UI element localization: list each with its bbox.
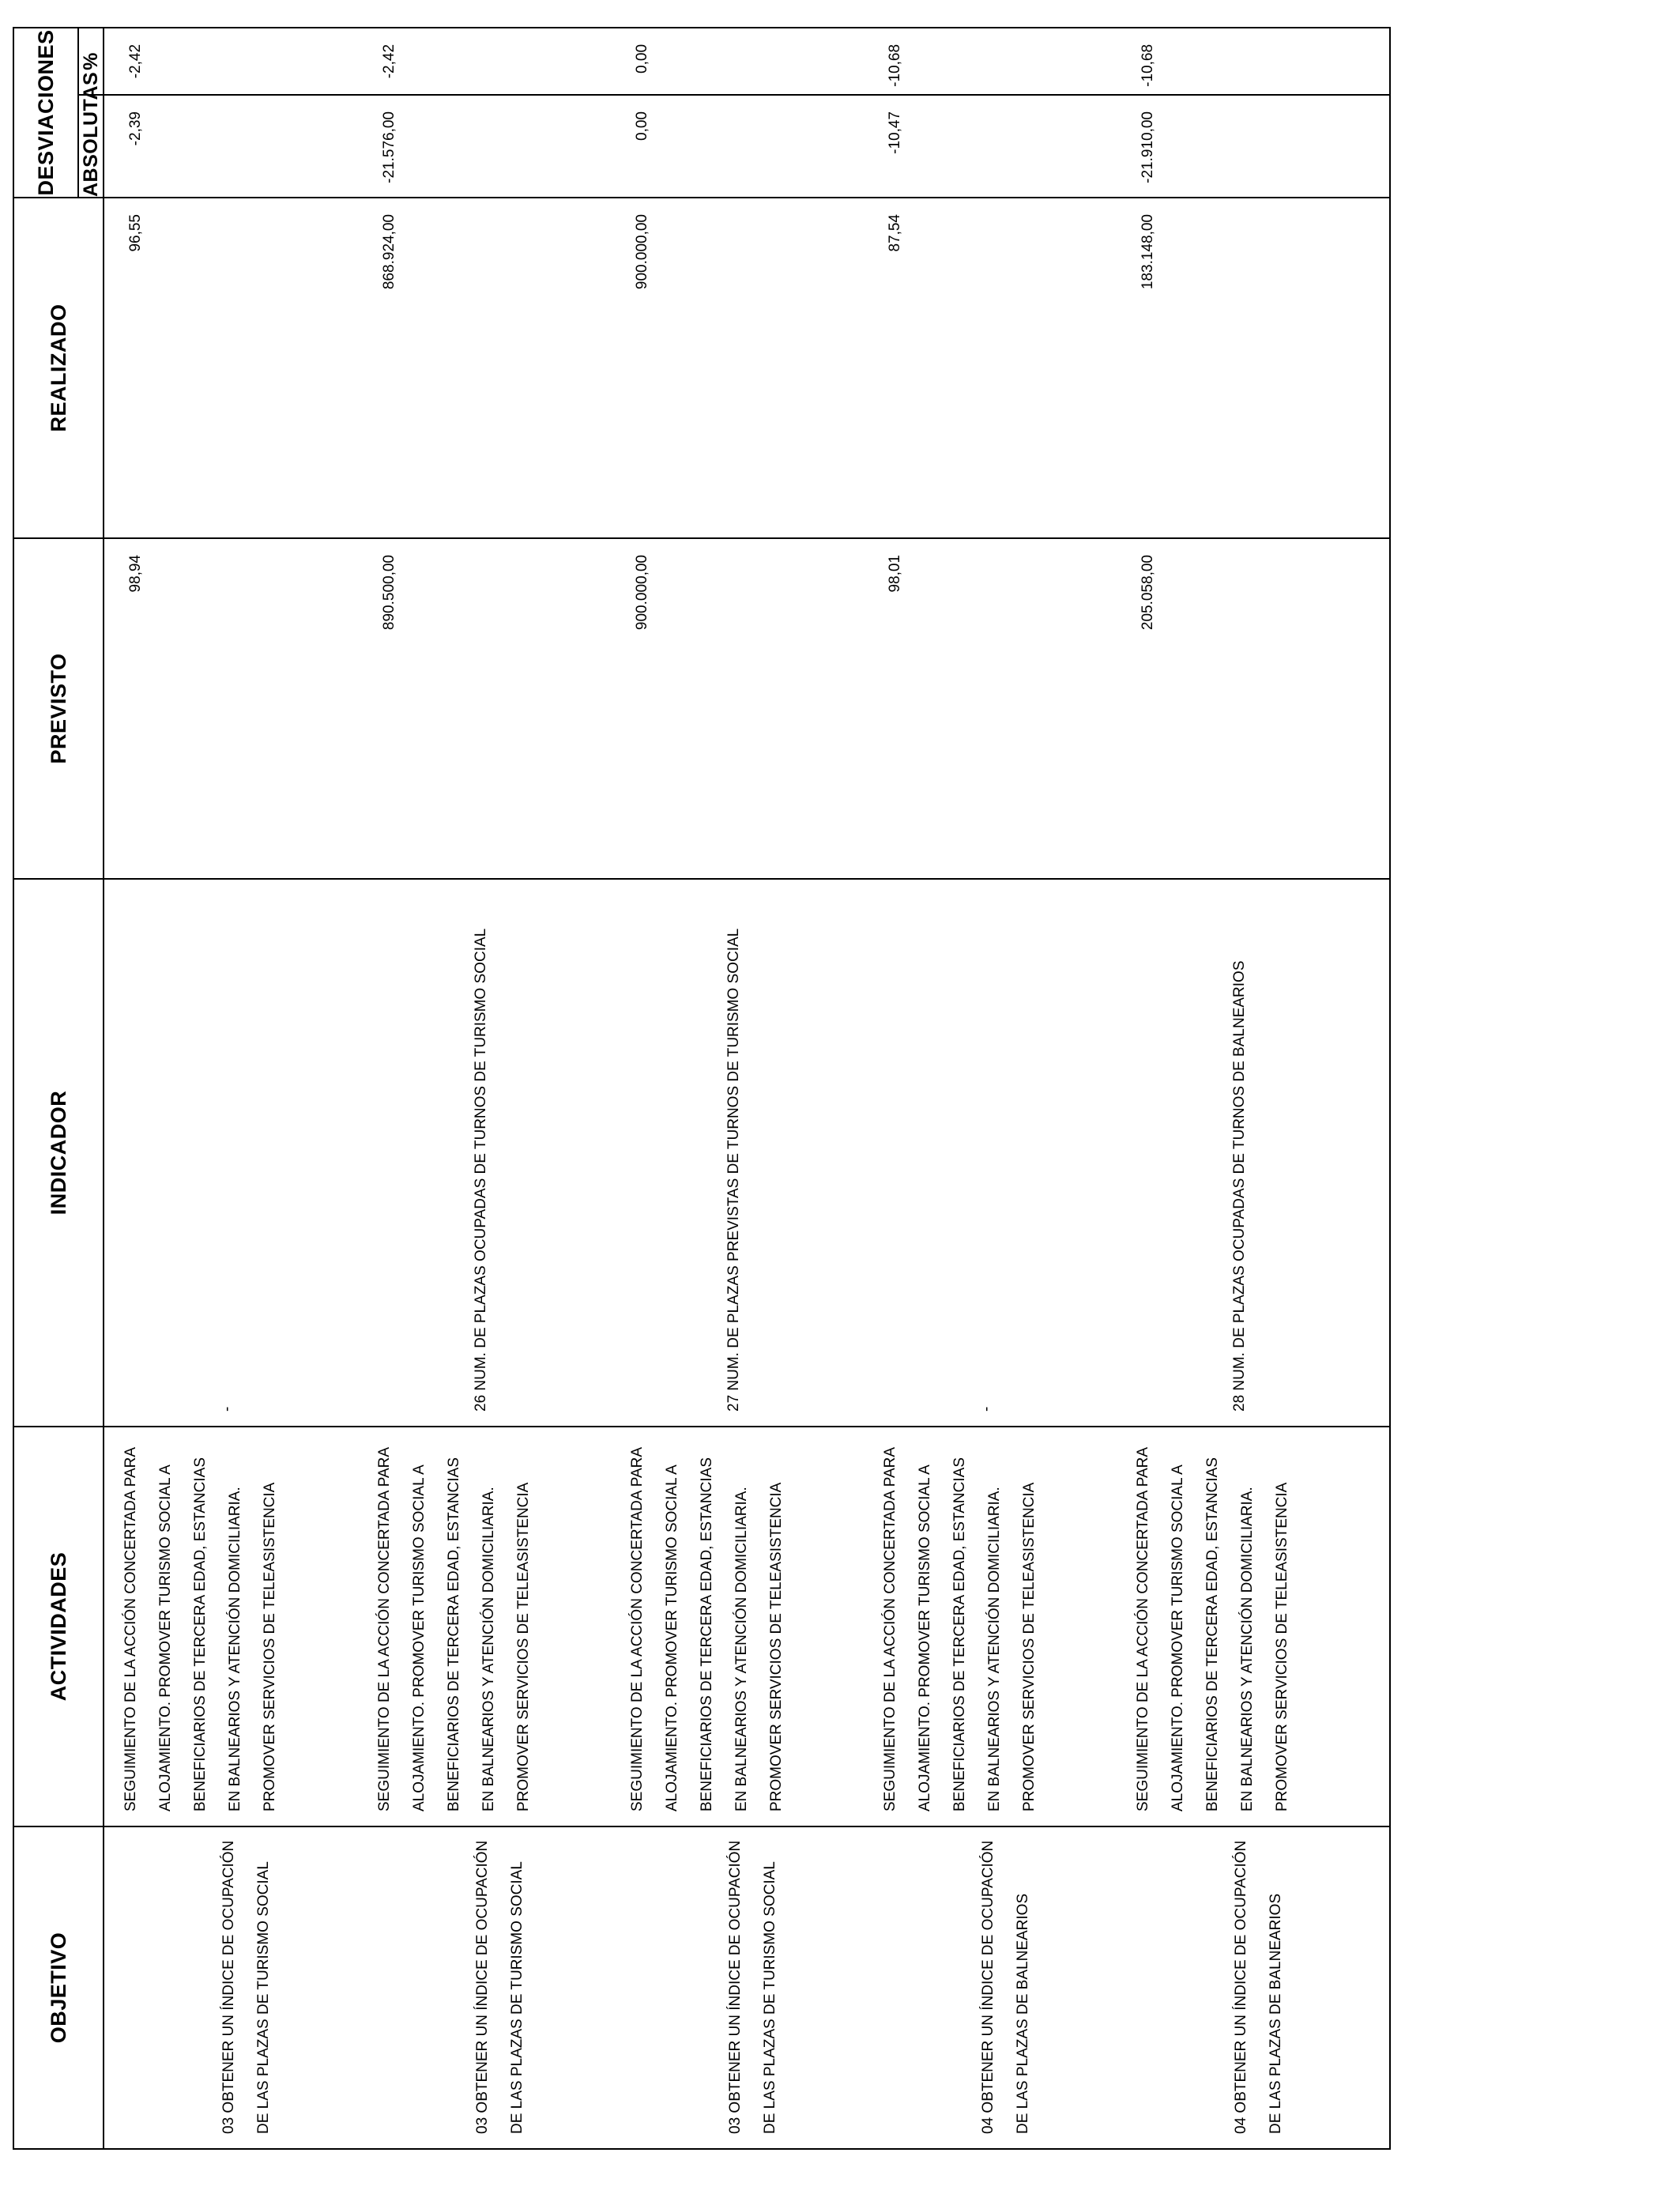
cell-absolutas: 0,00 (611, 95, 864, 198)
header-indicador: INDICADOR (13, 879, 104, 1427)
cell-porcentaje: -2,42 (104, 28, 358, 95)
cell-previsto: 205.058,00 (1117, 538, 1390, 879)
cell-porcentaje: 0,00 (611, 28, 864, 95)
cell-actividades: SEGUIMIENTO DE LA ACCIÓN CONCERTADA PARA ALOJAMIENTO. PROMOVER TURISMO SOCIAL A BENEFICIARIOS DE TERCERA EDAD, ESTANCIAS EN BALNEARIOS Y ATENCIÓN DOMICILIARIA. PROMOVER SERVICIOS DE TELEASISTENCIA (1117, 1427, 1390, 1826)
header-absolutas: ABSOLUTAS (78, 95, 104, 198)
cell-previsto: 890.500,00 (358, 538, 611, 879)
header-previsto: PREVISTO (13, 538, 104, 879)
cell-objetivo: 03 OBTENER UN ÍNDICE DE OCUPACIÓN DE LAS PLAZAS DE TURISMO SOCIAL (611, 1826, 864, 2149)
header-objetivo: OBJETIVO (13, 1826, 104, 2149)
table-row (358, 28, 611, 2149)
cell-realizado: 183.148,00 (1117, 198, 1390, 538)
cell-absolutas: -21.576,00 (358, 95, 611, 198)
cell-porcentaje: -10,68 (864, 28, 1117, 95)
cell-absolutas: -21.910,00 (1117, 95, 1390, 198)
cell-realizado: 868.924,00 (358, 198, 611, 538)
indicators-table (13, 27, 1391, 2150)
cell-objetivo: 04 OBTENER UN ÍNDICE DE OCUPACIÓN DE LAS PLAZAS DE BALNEARIOS (864, 1826, 1117, 2149)
cell-previsto: 900.000,00 (611, 538, 864, 879)
cell-previsto: 98,01 (864, 538, 1117, 879)
cell-absolutas: -2,39 (104, 95, 358, 198)
table-row (864, 28, 1117, 2149)
cell-actividades: SEGUIMIENTO DE LA ACCIÓN CONCERTADA PARA ALOJAMIENTO. PROMOVER TURISMO SOCIAL A BENEFICIARIOS DE TERCERA EDAD, ESTANCIAS EN BALNEARIOS Y ATENCIÓN DOMICILIARIA. PROMOVER SERVICIOS DE TELEASISTENCIA (104, 1427, 358, 1826)
header-actividades: ACTIVIDADES (13, 1427, 104, 1826)
cell-indicador: 26 NUM. DE PLAZAS OCUPADAS DE TURNOS DE TURISMO SOCIAL (358, 879, 611, 1427)
header-porcentaje: % (78, 28, 104, 95)
cell-porcentaje: -2,42 (358, 28, 611, 95)
cell-actividades: SEGUIMIENTO DE LA ACCIÓN CONCERTADA PARA ALOJAMIENTO. PROMOVER TURISMO SOCIAL A BENEFICIARIOS DE TERCERA EDAD, ESTANCIAS EN BALNEARIOS Y ATENCIÓN DOMICILIARIA. PROMOVER SERVICIOS DE TELEASISTENCIA (611, 1427, 864, 1826)
cell-indicador: - (864, 879, 1117, 1427)
cell-realizado: 87,54 (864, 198, 1117, 538)
cell-objetivo: 03 OBTENER UN ÍNDICE DE OCUPACIÓN DE LAS PLAZAS DE TURISMO SOCIAL (358, 1826, 611, 2149)
table-row (1117, 28, 1390, 2149)
cell-indicador: 27 NUM. DE PLAZAS PREVISTAS DE TURNOS DE TURISMO SOCIAL (611, 879, 864, 1427)
table-row (104, 28, 358, 2149)
cell-previsto: 98,94 (104, 538, 358, 879)
header-desviaciones: DESVIACIONES (13, 28, 78, 198)
header-realizado: REALIZADO (13, 198, 104, 538)
header-row (13, 28, 78, 2149)
cell-porcentaje: -10,68 (1117, 28, 1390, 95)
cell-indicador: 28 NUM. DE PLAZAS OCUPADAS DE TURNOS DE BALNEARIOS (1117, 879, 1390, 1427)
cell-indicador: - (104, 879, 358, 1427)
table-row (611, 28, 864, 2149)
cell-realizado: 96,55 (104, 198, 358, 538)
cell-realizado: 900.000,00 (611, 198, 864, 538)
cell-objetivo: 04 OBTENER UN ÍNDICE DE OCUPACIÓN DE LAS PLAZAS DE BALNEARIOS (1117, 1826, 1390, 2149)
cell-actividades: SEGUIMIENTO DE LA ACCIÓN CONCERTADA PARA ALOJAMIENTO. PROMOVER TURISMO SOCIAL A BENEFICIARIOS DE TERCERA EDAD, ESTANCIAS EN BALNEARIOS Y ATENCIÓN DOMICILIARIA. PROMOVER SERVICIOS DE TELEASISTENCIA (864, 1427, 1117, 1826)
cell-absolutas: -10,47 (864, 95, 1117, 198)
cell-objetivo: 03 OBTENER UN ÍNDICE DE OCUPACIÓN DE LAS PLAZAS DE TURISMO SOCIAL (104, 1826, 358, 2149)
cell-actividades: SEGUIMIENTO DE LA ACCIÓN CONCERTADA PARA ALOJAMIENTO. PROMOVER TURISMO SOCIAL A BENEFICIARIOS DE TERCERA EDAD, ESTANCIAS EN BALNEARIOS Y ATENCIÓN DOMICILIARIA. PROMOVER SERVICIOS DE TELEASISTENCIA (358, 1427, 611, 1826)
